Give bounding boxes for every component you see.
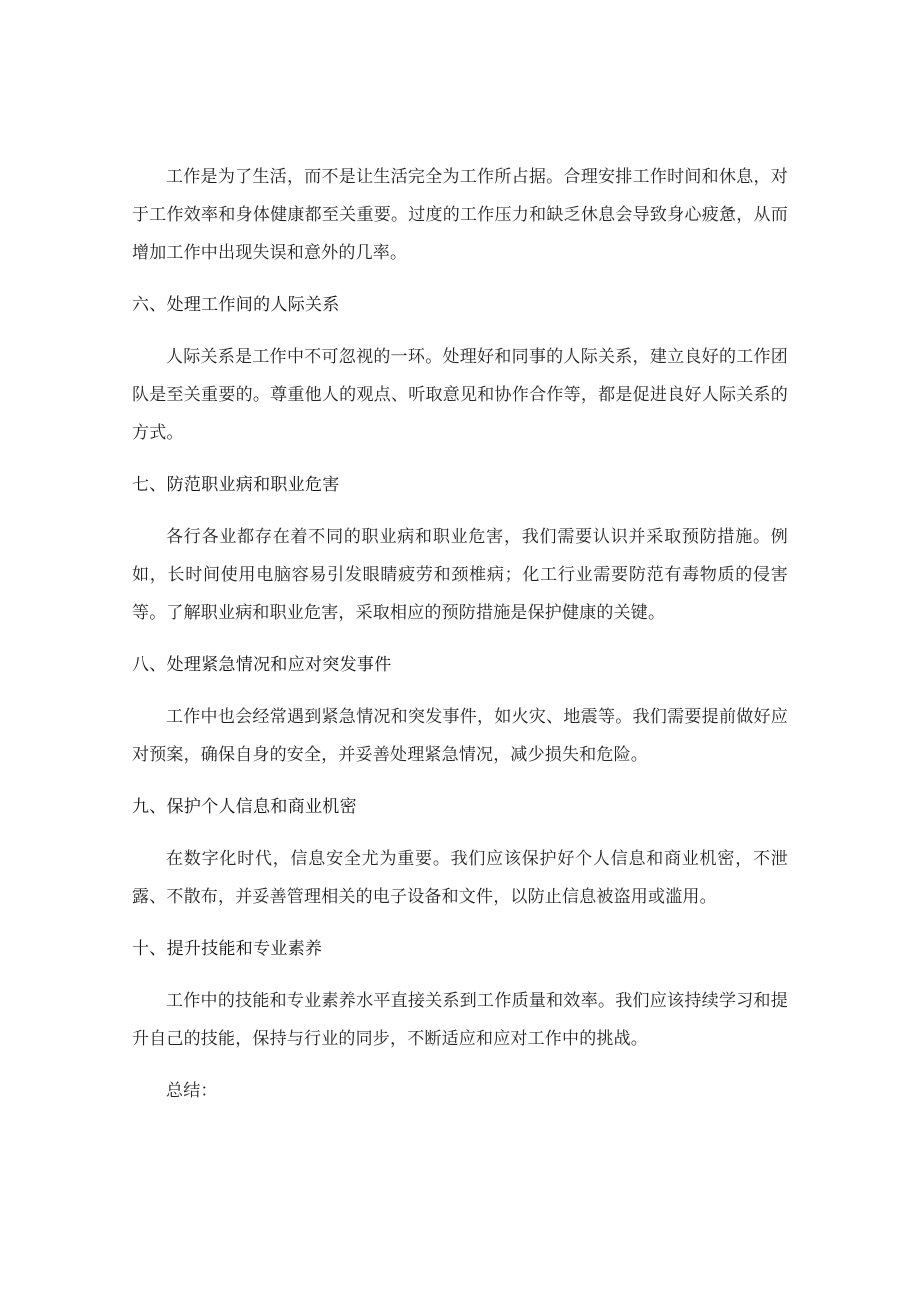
section-9-heading: 九、保护个人信息和商业机密 bbox=[132, 797, 357, 817]
section-7-paragraph: 各行各业都存在着不同的职业病和职业危害，我们需要认识并采取预防措施。例如，长时间使用电脑容易引发眼睛疲劳和颈椎病；化工行业需要防范有毒物质的侵害等。了解职业病和职业危害，采取相应的预防措施是保护健康的关键。 bbox=[132, 527, 788, 623]
section-9-paragraph: 在数字化时代，信息安全尤为重要。我们应该保护好个人信息和商业机密，不泄露、不散布，并妥善管理相关的电子设备和文件，以防止信息被盗用或滥用。 bbox=[132, 849, 788, 907]
section-7-heading: 七、防范职业病和职业危害 bbox=[132, 475, 340, 495]
intro-paragraph: 工作是为了生活，而不是让生活完全为工作所占据。合理安排工作时间和休息，对于工作效率和身体健康都至关重要。过度的工作压力和缺乏休息会导致身心疲惫，从而增加工作中出现失误和意外的几率。 bbox=[132, 167, 788, 263]
summary-label: 总结： bbox=[166, 1081, 218, 1101]
section-6-heading: 六、处理工作间的人际关系 bbox=[132, 295, 340, 315]
section-10-heading: 十、提升技能和专业素养 bbox=[132, 939, 323, 959]
section-10-paragraph: 工作中的技能和专业素养水平直接关系到工作质量和效率。我们应该持续学习和提升自己的技能，保持与行业的同步，不断适应和应对工作中的挑战。 bbox=[132, 991, 788, 1049]
section-8-heading: 八、处理紧急情况和应对突发事件 bbox=[132, 655, 392, 675]
document-body bbox=[132, 158, 788, 1110]
section-6-paragraph: 人际关系是工作中不可忽视的一环。处理好和同事的人际关系，建立良好的工作团队是至关重要的。尊重他人的观点、听取意见和协作合作等，都是促进良好人际关系的方式。 bbox=[132, 347, 788, 443]
section-8-paragraph: 工作中也会经常遇到紧急情况和突发事件，如火灾、地震等。我们需要提前做好应对预案，确保自身的安全，并妥善处理紧急情况，减少损失和危险。 bbox=[132, 707, 788, 765]
